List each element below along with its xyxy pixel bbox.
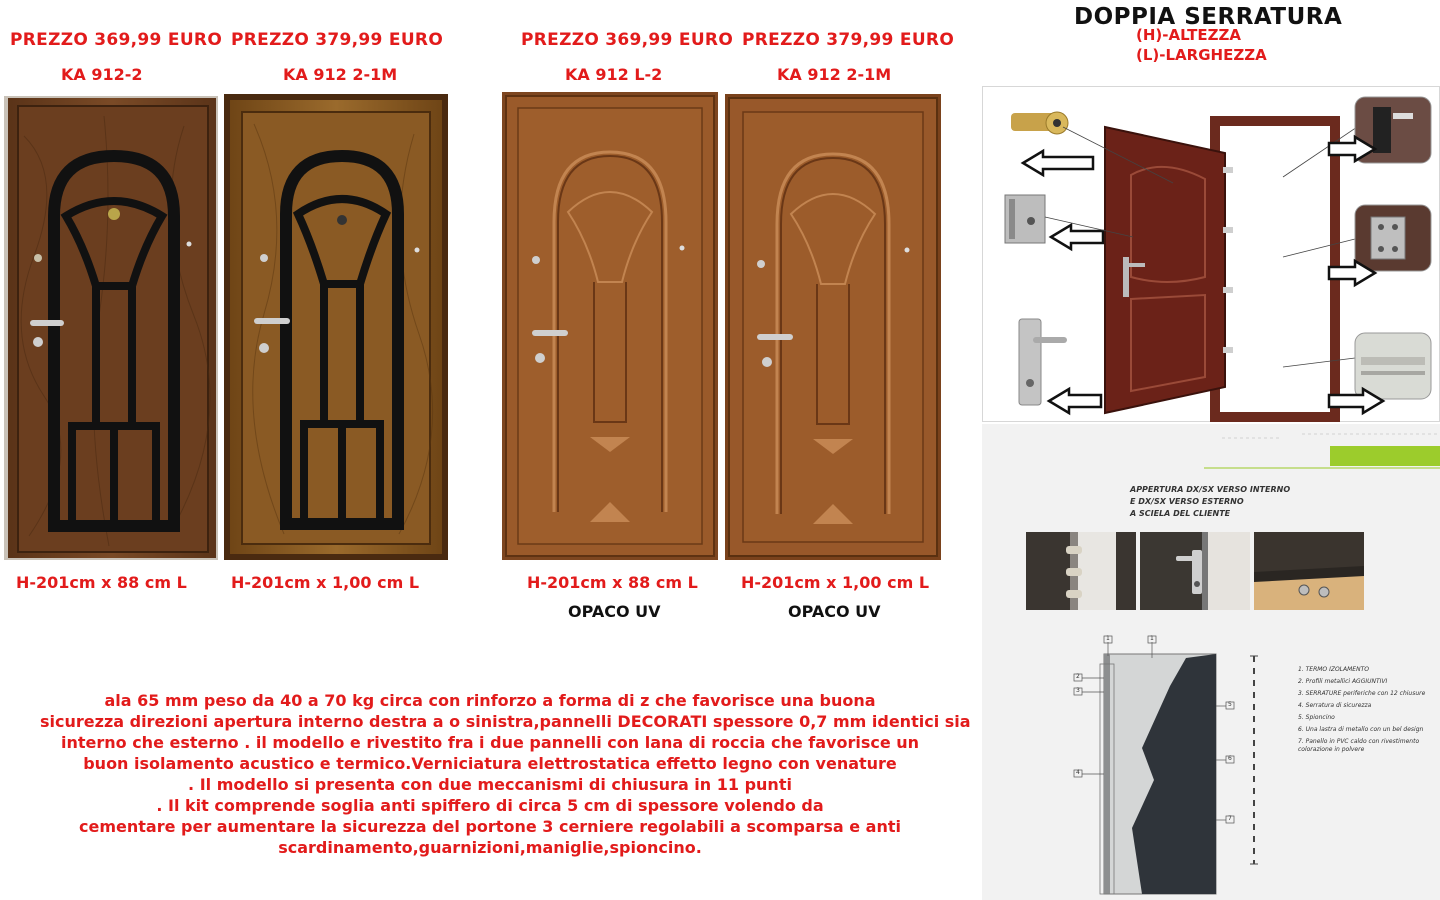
product-1-dimensions: H-201cm x 88 cm L [16,573,187,592]
product-2-price: PREZZO 379,99 EURO [231,30,444,50]
photo-threshold [1254,532,1364,610]
description-line: scardinamento,guarnizioni,maniglie,spioncino. [278,838,702,857]
description-line: . Il kit comprende soglia anti spiffero di circa 5 cm di spessore volendo da [156,796,824,815]
description-line: interno che esterno . il modello e rivestito fra i due pannelli con lana di roccia che favorisce un [60,733,920,752]
product-4-model: KA 912 2-1M [777,65,892,84]
opening-direction-line: APPERTURA DX/SX VERSO INTERNO [1130,485,1291,494]
section-number: 4 [1076,769,1080,776]
inset-photo-hinge [1355,205,1431,271]
product-3-model: KA 912 L-2 [565,65,663,84]
height-label: (H)-ALTEZZA [1136,26,1242,44]
product-3-price: PREZZO 369,99 EURO [521,30,734,50]
door-image-ka-912-2 [4,96,218,560]
description-line: . Il modello si presenta con due meccanismi di chiusura in 11 punti [188,775,792,794]
inset-photo-threshold [1355,333,1431,399]
legend-item: 4. Serratura di sicurezza [1298,702,1372,709]
handle-icon [1019,319,1067,405]
photo-handle [1140,532,1250,610]
legend-item: 7. Panello in PVC caldo con rivestimento colorazione in polvere [1298,738,1420,753]
section-number: 3 [1076,687,1080,694]
legend-item: 5. Spioncino [1298,714,1335,721]
description-line: cementare per aumentare la sicurezza del portone 3 cerniere regolabili a scomparsa e anti [79,817,901,836]
door-image-ka-912-l-2 [502,92,718,560]
product-2-dimensions: H-201cm x 1,00 cm L [231,573,420,592]
opening-direction-title [1130,484,1290,520]
components-legend [1298,666,1428,758]
product-4-price: PREZZO 379,99 EURO [742,30,955,50]
description-line: sicurezza direzioni apertura interno destra a o sinistra,pannelli DECORATI spessore 0,7 mm identici sia [40,712,971,731]
section-number: 1 [1150,635,1154,642]
product-3-finish: OPACO UV [568,602,661,621]
opening-direction-line: A SCIELA DEL CLIENTE [1130,509,1231,518]
legend-item: 2. Profili metallici AGGIUNTIVI [1298,678,1388,685]
legend-item: 3. SERRATURE periferiche con 12 chiusure [1298,690,1426,697]
product-4-dimensions: H-201cm x 1,00 cm L [741,573,930,592]
section-number: 7 [1228,815,1232,822]
legend-item: 6. Una lastra di metallo con un bel design [1298,726,1424,733]
legend-item: 1. TERMO IZOLAMENTO [1298,666,1369,673]
section-number: 2 [1076,673,1080,680]
double-lock-title: DOPPIA SERRATURA [1074,4,1343,30]
section-number: 1 [1106,635,1110,642]
product-2-model: KA 912 2-1M [283,65,398,84]
peephole-icon [1011,112,1068,134]
product-1-model: KA 912-2 [61,65,143,84]
door-image-ka-912-2-1m-opaco [725,94,941,560]
door-components-diagram [982,86,1440,422]
photo-lock-bolts [1026,532,1136,610]
section-number: 6 [1228,755,1232,762]
product-4-finish: OPACO UV [788,602,881,621]
description-line: buon isolamento acustico e termico.Verniciatura elettrostatica effetto legno con venature [83,754,897,773]
description-line: ala 65 mm peso da 40 a 70 kg circa con rinforzo a forma di z che favorisce una buona [104,691,876,710]
product-3-dimensions: H-201cm x 88 cm L [527,573,698,592]
product-1-price: PREZZO 369,99 EURO [10,30,223,50]
section-number: 5 [1228,701,1232,708]
width-label: (L)-LARGHEZZA [1136,46,1267,64]
opening-direction-line: E DX/SX VERSO ESTERNO [1130,497,1244,506]
door-image-ka-912-2-1m [224,94,448,560]
product-description [40,690,971,858]
lock-body-icon [1005,195,1045,243]
